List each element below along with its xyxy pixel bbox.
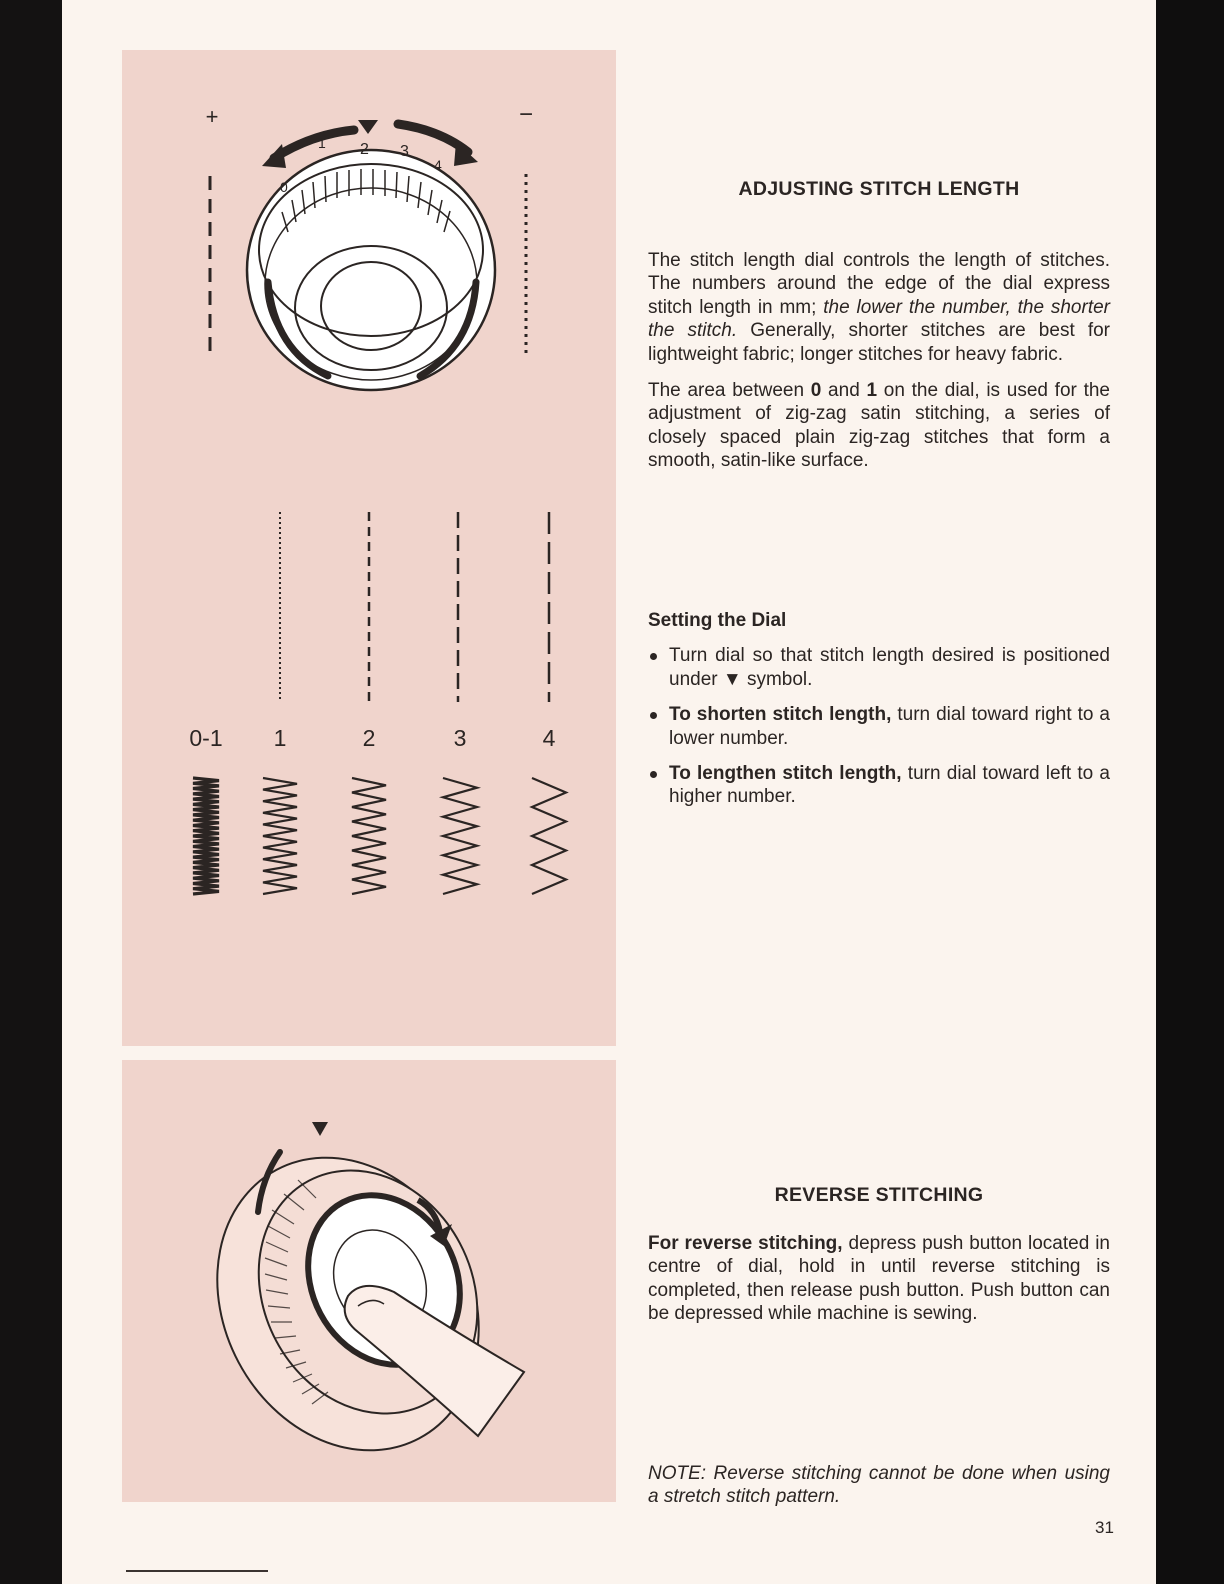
subheading-setting-the-dial: Setting the Dial [648,610,787,631]
paragraph-reverse-stitching: For reverse stitching, depress push button located in centre of dial, hold in until reverse stitching is completed, then release push button. Push button can be depressed while machine is sewing. [648,1233,1110,1325]
stitch-length-illustration [122,50,616,1046]
stitch-label-1: 1 [273,725,287,751]
reverse-stitching-section [648,1184,1110,1207]
page-number: 31 [1095,1518,1114,1537]
scan-edge-bottom [126,1570,268,1572]
stitch-length-body [648,249,1110,486]
paragraph-satin-stitching: The area between 0 and 1 on the dial, is used for the adjustment of zig-zag satin stitching, a series of closely spaced plain zig-zag stitches that form a smooth, satin-like surface. [648,380,1110,472]
dial-number-0: 0 [280,179,288,195]
step-turn-dial: Turn dial so that stitch length desired is positioned under ▼ symbol. [648,644,1110,691]
stitch-length-figure [122,50,616,1046]
pointer-triangle-icon [312,1122,328,1136]
setting-dial-steps [648,644,1110,808]
section-heading-reverse: REVERSE STITCHING [774,1184,984,1206]
scan-edge-right [1156,0,1224,1584]
step-shorten: To shorten stitch length, turn dial toward right to a lower number. [648,703,1110,750]
dial-number-4: 4 [434,157,442,173]
plus-label: + [205,104,219,129]
section-heading-stitch-length: ADJUSTING STITCH LENGTH [738,178,1020,200]
pointer-triangle-icon [358,120,378,134]
zigzag-sample-0 [193,778,219,894]
reverse-button-figure [122,1060,616,1502]
setting-the-dial-section [648,609,1110,821]
arrow-left-head [262,144,286,168]
step-lengthen: To lengthen stitch length, turn dial toward left to a higher number. [648,762,1110,809]
adjusting-stitch-length-section [648,178,1110,201]
pointer-triangle-icon: ▼ [722,668,742,690]
stitch-label-2: 2 [362,725,376,751]
dial-number-2: 2 [360,141,369,158]
zigzag-samples [193,778,566,894]
note-block [648,1462,1110,1522]
zigzag-sample-1 [263,778,297,894]
zigzag-sample-2 [352,778,386,894]
scan-edge-left [0,0,62,1584]
stitch-label-4: 4 [542,725,556,751]
paragraph-stitch-length-dial: The stitch length dial controls the length of stitches. The numbers around the edge of the dial express stitch length in mm; the lower the number, the shorter the stitch. Generally, shorter stitches are best for lightweight fabric; longer stitches for heavy fabric. [648,250,1111,365]
reverse-stitching-body [648,1232,1110,1339]
stitch-samples [280,512,549,702]
zigzag-sample-3 [443,778,477,894]
dial-number-3: 3 [400,143,409,160]
reverse-stitch-illustration [122,1060,616,1502]
zigzag-sample-4 [532,778,566,894]
stitch-label-3: 3 [453,725,467,751]
stitch-label-0-1: 0-1 [189,725,223,751]
note-reverse-stretch: NOTE: Reverse stitching cannot be done when using a stretch stitch pattern. [648,1463,1110,1508]
minus-label: − [518,101,534,128]
dial-number-1: 1 [318,135,326,151]
